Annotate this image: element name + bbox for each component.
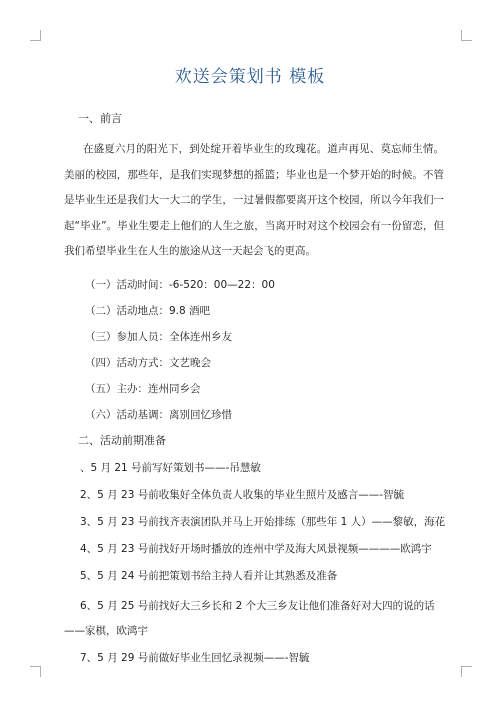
prep-task: 4、5 月 23 号前找好开场时播放的连州中学及海大风景视频————欧鸿宇	[80, 542, 432, 555]
prep-task: 3、5 月 23 号前找齐表演团队并马上开始排练（那些年 1 人）——黎敏，海花	[80, 515, 446, 528]
prep-task: 5、5 月 24 号前把策划书给主持人看并让其熟悉及准备	[80, 569, 338, 582]
prep-task: 7、5 月 29 号前做好毕业生回忆录视频——-智毓	[80, 651, 310, 664]
section-heading-preface: 一、前言	[78, 112, 122, 125]
participants: （三）参加人员：全体连州乡友	[85, 330, 232, 343]
page-corner-mark-bottom-right	[461, 666, 472, 677]
prep-task: 6、5 月 25 号前找好大三乡长和 2 个大三乡友让他们准备好对大四的说的话——家棋，欧鸿宇	[64, 599, 435, 637]
prep-task: 2、5 月 23 号前收集好全体负责人收集的毕业生照片及感言——-智毓	[80, 488, 405, 501]
preface-paragraph: 在盛夏六月的阳光下，到处绽开着毕业生的玫瑰花。道声再见、莫忘师生情。美丽的校园，那些年，是我们实现梦想的摇篮；毕业也是一个梦开始的时候。不管是毕业生还是我们大一大二的学生，一过暑假都要离开这个校园，所以今年我们一起“毕业”。毕业生要走上他们的人生之旅，当离开时对这个校园会有一份留恋，但我们希望毕业生在人生的旅途从这一天起会飞的更高。	[64, 143, 444, 257]
activity-theme: （六）活动基调：离别回忆珍惜	[85, 408, 232, 421]
prep-task: 、5 月 21 号前写好策划书——-吊慧敏	[80, 461, 261, 474]
activity-format: （四）活动方式：文艺晚会	[85, 356, 211, 369]
page-corner-mark-bottom-left	[30, 666, 41, 677]
activity-location: （二）活动地点：9.8 酒吧	[85, 304, 211, 317]
activity-time: （一）活动时间：-6-520：00—22：00	[85, 278, 275, 291]
document-body	[64, 110, 444, 676]
organizer: （五）主办：连州同乡会	[85, 382, 201, 395]
page-corner-mark-top-right	[461, 30, 472, 41]
page-corner-mark-top-left	[30, 30, 41, 41]
section-heading-preparation: 二、活动前期准备	[78, 433, 166, 447]
document-title: 欢送会策划书 模板	[174, 67, 326, 87]
